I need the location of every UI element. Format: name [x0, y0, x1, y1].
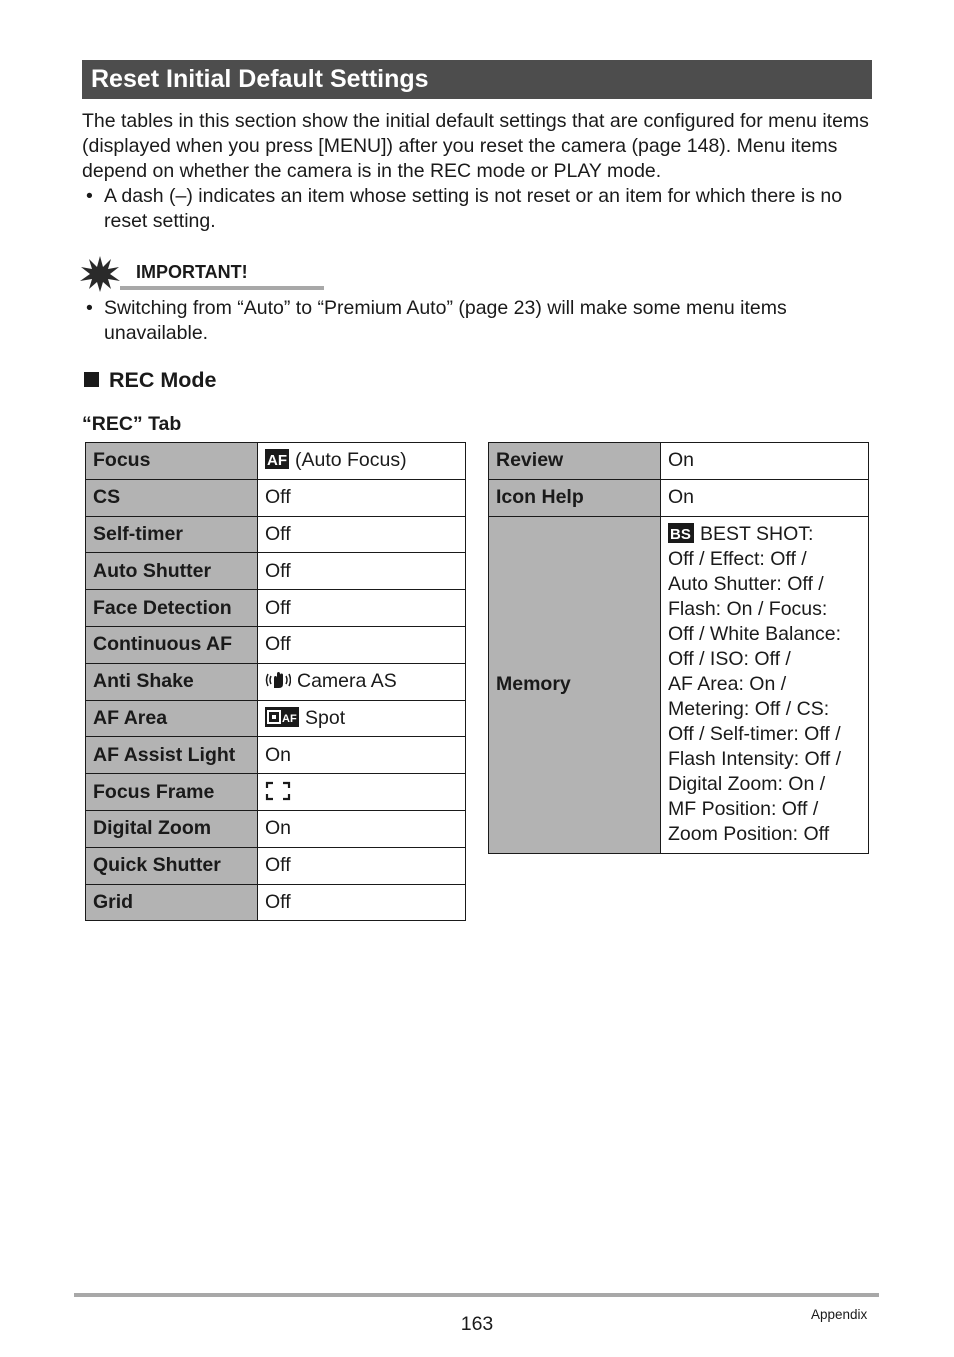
footer-section-name: Appendix — [811, 1307, 868, 1322]
setting-name: Grid — [86, 884, 258, 921]
table-row — [86, 516, 466, 553]
memory-line: Digital Zoom: On / — [668, 773, 826, 796]
auto-focus-icon — [265, 449, 289, 469]
memory-line: BS BEST SHOT: — [670, 523, 814, 546]
setting-name: Face Detection — [86, 590, 258, 627]
important-label: IMPORTANT! — [136, 262, 248, 282]
spot-af-icon — [265, 707, 299, 727]
table-row — [86, 847, 466, 884]
table-row — [489, 479, 869, 516]
setting-value: On — [661, 479, 869, 516]
memory-line: Metering: Off / CS: — [668, 698, 830, 721]
setting-name: Anti Shake — [86, 663, 258, 700]
setting-value: Off — [258, 516, 466, 553]
important-burst-icon — [80, 256, 120, 292]
memory-line: Off / Self-timer: Off / — [668, 723, 841, 746]
setting-value: Off — [258, 884, 466, 921]
page-number: 163 — [460, 1313, 494, 1335]
table-row — [86, 479, 466, 516]
setting-name: AF Assist Light — [86, 737, 258, 774]
memory-line: Off / Effect: Off / — [668, 548, 807, 571]
focus-frame-icon — [265, 781, 291, 801]
svg-text:BS: BS — [670, 526, 691, 544]
memory-line: Flash: On / Focus: — [668, 598, 828, 621]
important-bullet: • Switching from “Auto” to “Premium Auto” (page 23) will make some menu items unavailable. — [82, 296, 882, 346]
rec-mode-heading — [84, 366, 217, 394]
setting-value: Off — [258, 626, 466, 663]
memory-line: Auto Shutter: Off / — [668, 573, 824, 596]
table-row — [489, 443, 869, 480]
setting-name: Focus Frame — [86, 774, 258, 811]
table-row — [86, 774, 466, 811]
setting-value — [258, 774, 466, 811]
memory-line: MF Position: Off / — [668, 798, 819, 821]
table-row — [86, 884, 466, 921]
setting-value: On — [258, 810, 466, 847]
table-row — [489, 516, 869, 853]
intro-bullet: • A dash (–) indicates an item whose setting is not reset or an item for which there is no reset setting. — [82, 184, 882, 234]
intro-paragraph: The tables in this section show the initial default settings that are configured for menu items (displayed when you press [MENU]) after you reset the camera (page 148). Menu items depend on whether the camera is in the REC mode or PLAY mode. — [82, 110, 869, 182]
setting-value: Camera AS — [258, 663, 466, 700]
camera-anti-shake-icon — [265, 670, 291, 690]
table-row — [86, 553, 466, 590]
svg-text:AF: AF — [267, 452, 287, 470]
memory-line: Zoom Position: Off — [668, 823, 830, 846]
setting-value: Off — [258, 847, 466, 884]
setting-name: Focus — [86, 443, 258, 480]
table-row — [86, 663, 466, 700]
memory-line: Flash Intensity: Off / — [668, 748, 842, 771]
memory-line: AF Area: On / — [668, 673, 787, 696]
table-row — [86, 590, 466, 627]
square-bullet-icon — [84, 372, 99, 387]
setting-name: Review — [489, 443, 661, 480]
best-shot-icon — [668, 523, 694, 543]
intro-section — [82, 109, 882, 234]
setting-value: On — [661, 443, 869, 480]
setting-value — [661, 516, 869, 853]
setting-value: Off — [258, 553, 466, 590]
table-row — [86, 626, 466, 663]
memory-line: Off / White Balance: — [668, 623, 842, 646]
rec-tab-table-left — [85, 442, 466, 921]
rec-mode-heading-text: REC Mode — [109, 368, 217, 392]
setting-name: CS — [86, 479, 258, 516]
setting-value: AF Spot — [258, 700, 466, 737]
setting-value: AF (Auto Focus) — [258, 443, 466, 480]
important-section — [82, 296, 882, 346]
setting-name: AF Area — [86, 700, 258, 737]
setting-name: Quick Shutter — [86, 847, 258, 884]
setting-name: Auto Shutter — [86, 553, 258, 590]
important-header — [80, 256, 290, 292]
important-rule — [120, 286, 324, 290]
setting-value: Off — [258, 479, 466, 516]
table-row — [86, 810, 466, 847]
setting-name: Memory — [489, 516, 661, 853]
table-row — [86, 737, 466, 774]
svg-text:AF: AF — [282, 712, 297, 725]
setting-value: On — [258, 737, 466, 774]
rec-tab-table-right — [488, 442, 869, 854]
setting-name: Icon Help — [489, 479, 661, 516]
memory-line: Off / ISO: Off / — [668, 648, 791, 671]
setting-name: Continuous AF — [86, 626, 258, 663]
footer-rule — [74, 1293, 879, 1297]
setting-name: Self-timer — [86, 516, 258, 553]
page-title: Reset Initial Default Settings — [82, 60, 872, 99]
table-row — [86, 700, 466, 737]
table-row — [86, 443, 466, 480]
setting-name: Digital Zoom — [86, 810, 258, 847]
rec-tab-heading: “REC” Tab — [82, 413, 182, 435]
setting-value: Off — [258, 590, 466, 627]
